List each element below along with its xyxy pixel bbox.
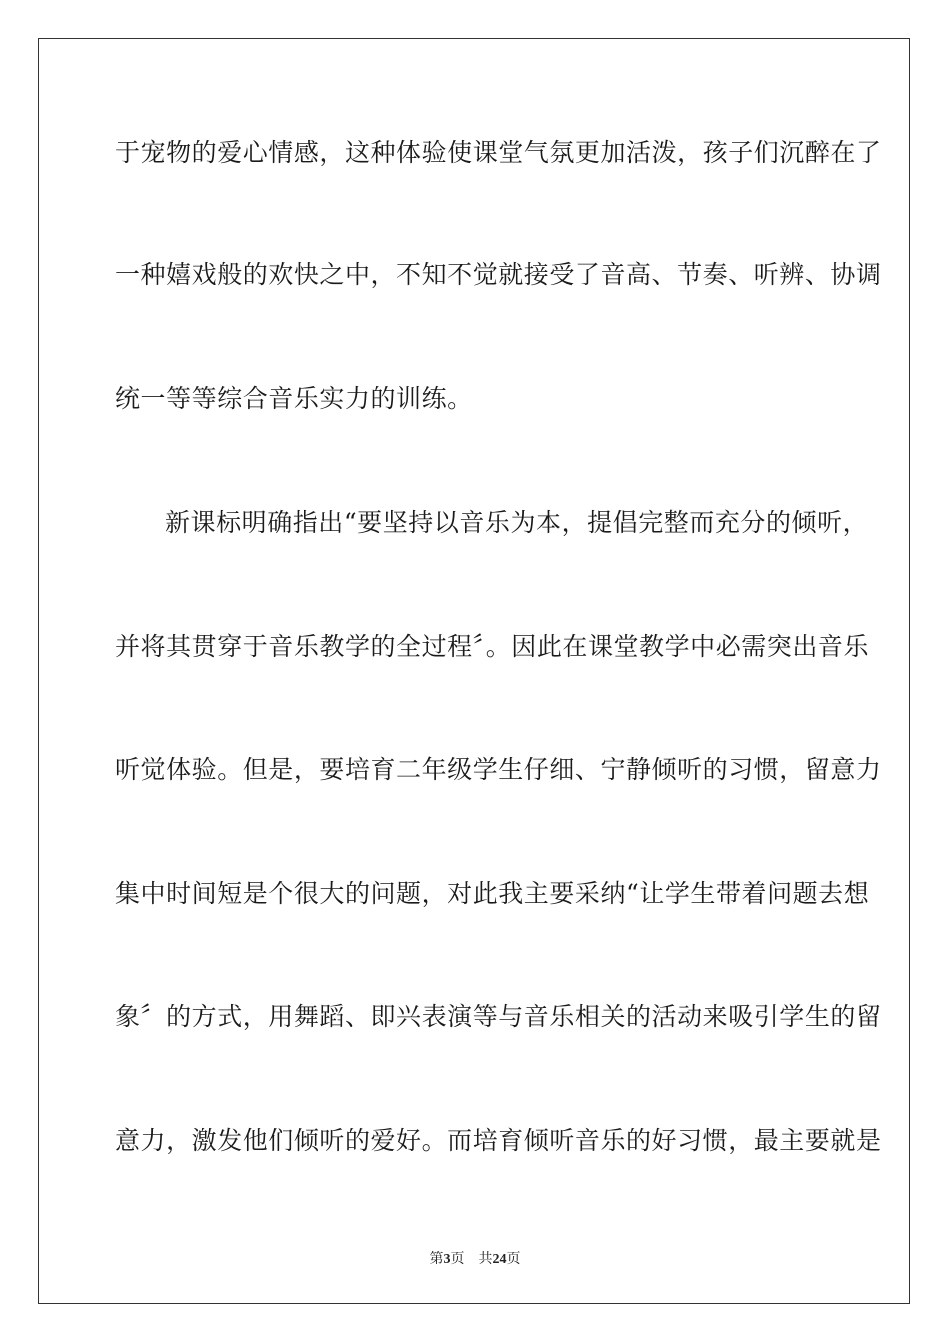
body-line-6: 听觉体验。但是，要培育二年级学生仔细、宁静倾听的习惯，留意力 (115, 755, 882, 784)
page-footer (0, 1248, 950, 1268)
body-line-4-paragraph-start: 新课标明确指出“要坚持以音乐为本，提倡完整而充分的倾听， (165, 508, 869, 537)
footer-total-suffix: 页 (506, 1252, 521, 1267)
footer-total-pages: 24 (492, 1252, 507, 1267)
page-frame (38, 38, 910, 1304)
body-line-2: 一种嬉戏般的欢快之中，不知不觉就接受了音高、节奏、听辨、协调 (115, 260, 882, 289)
body-line-8: 象〞的方式，用舞蹈、即兴表演等与音乐相关的活动来吸引学生的留 (115, 1002, 882, 1031)
body-line-3: 统一等等综合音乐实力的训练。 (115, 384, 473, 413)
footer-page-suffix: 页 (450, 1252, 465, 1267)
footer-page-prefix: 第 (429, 1252, 444, 1267)
body-line-7: 集中时间短是个很大的问题，对此我主要采纳“让学生带着问题去想 (115, 879, 870, 908)
body-line-5: 并将其贯穿于音乐教学的全过程〞。因此在课堂教学中必需突出音乐 (115, 632, 870, 661)
footer-page-number: 3 (443, 1252, 451, 1267)
footer-total-prefix: 共 (478, 1252, 493, 1267)
body-line-1: 于宠物的爱心情感，这种体验使课堂气氛更加活泼，孩子们沉醉在了 (115, 138, 882, 167)
body-line-9: 意力，激发他们倾听的爱好。而培育倾听音乐的好习惯，最主要就是 (115, 1126, 882, 1155)
